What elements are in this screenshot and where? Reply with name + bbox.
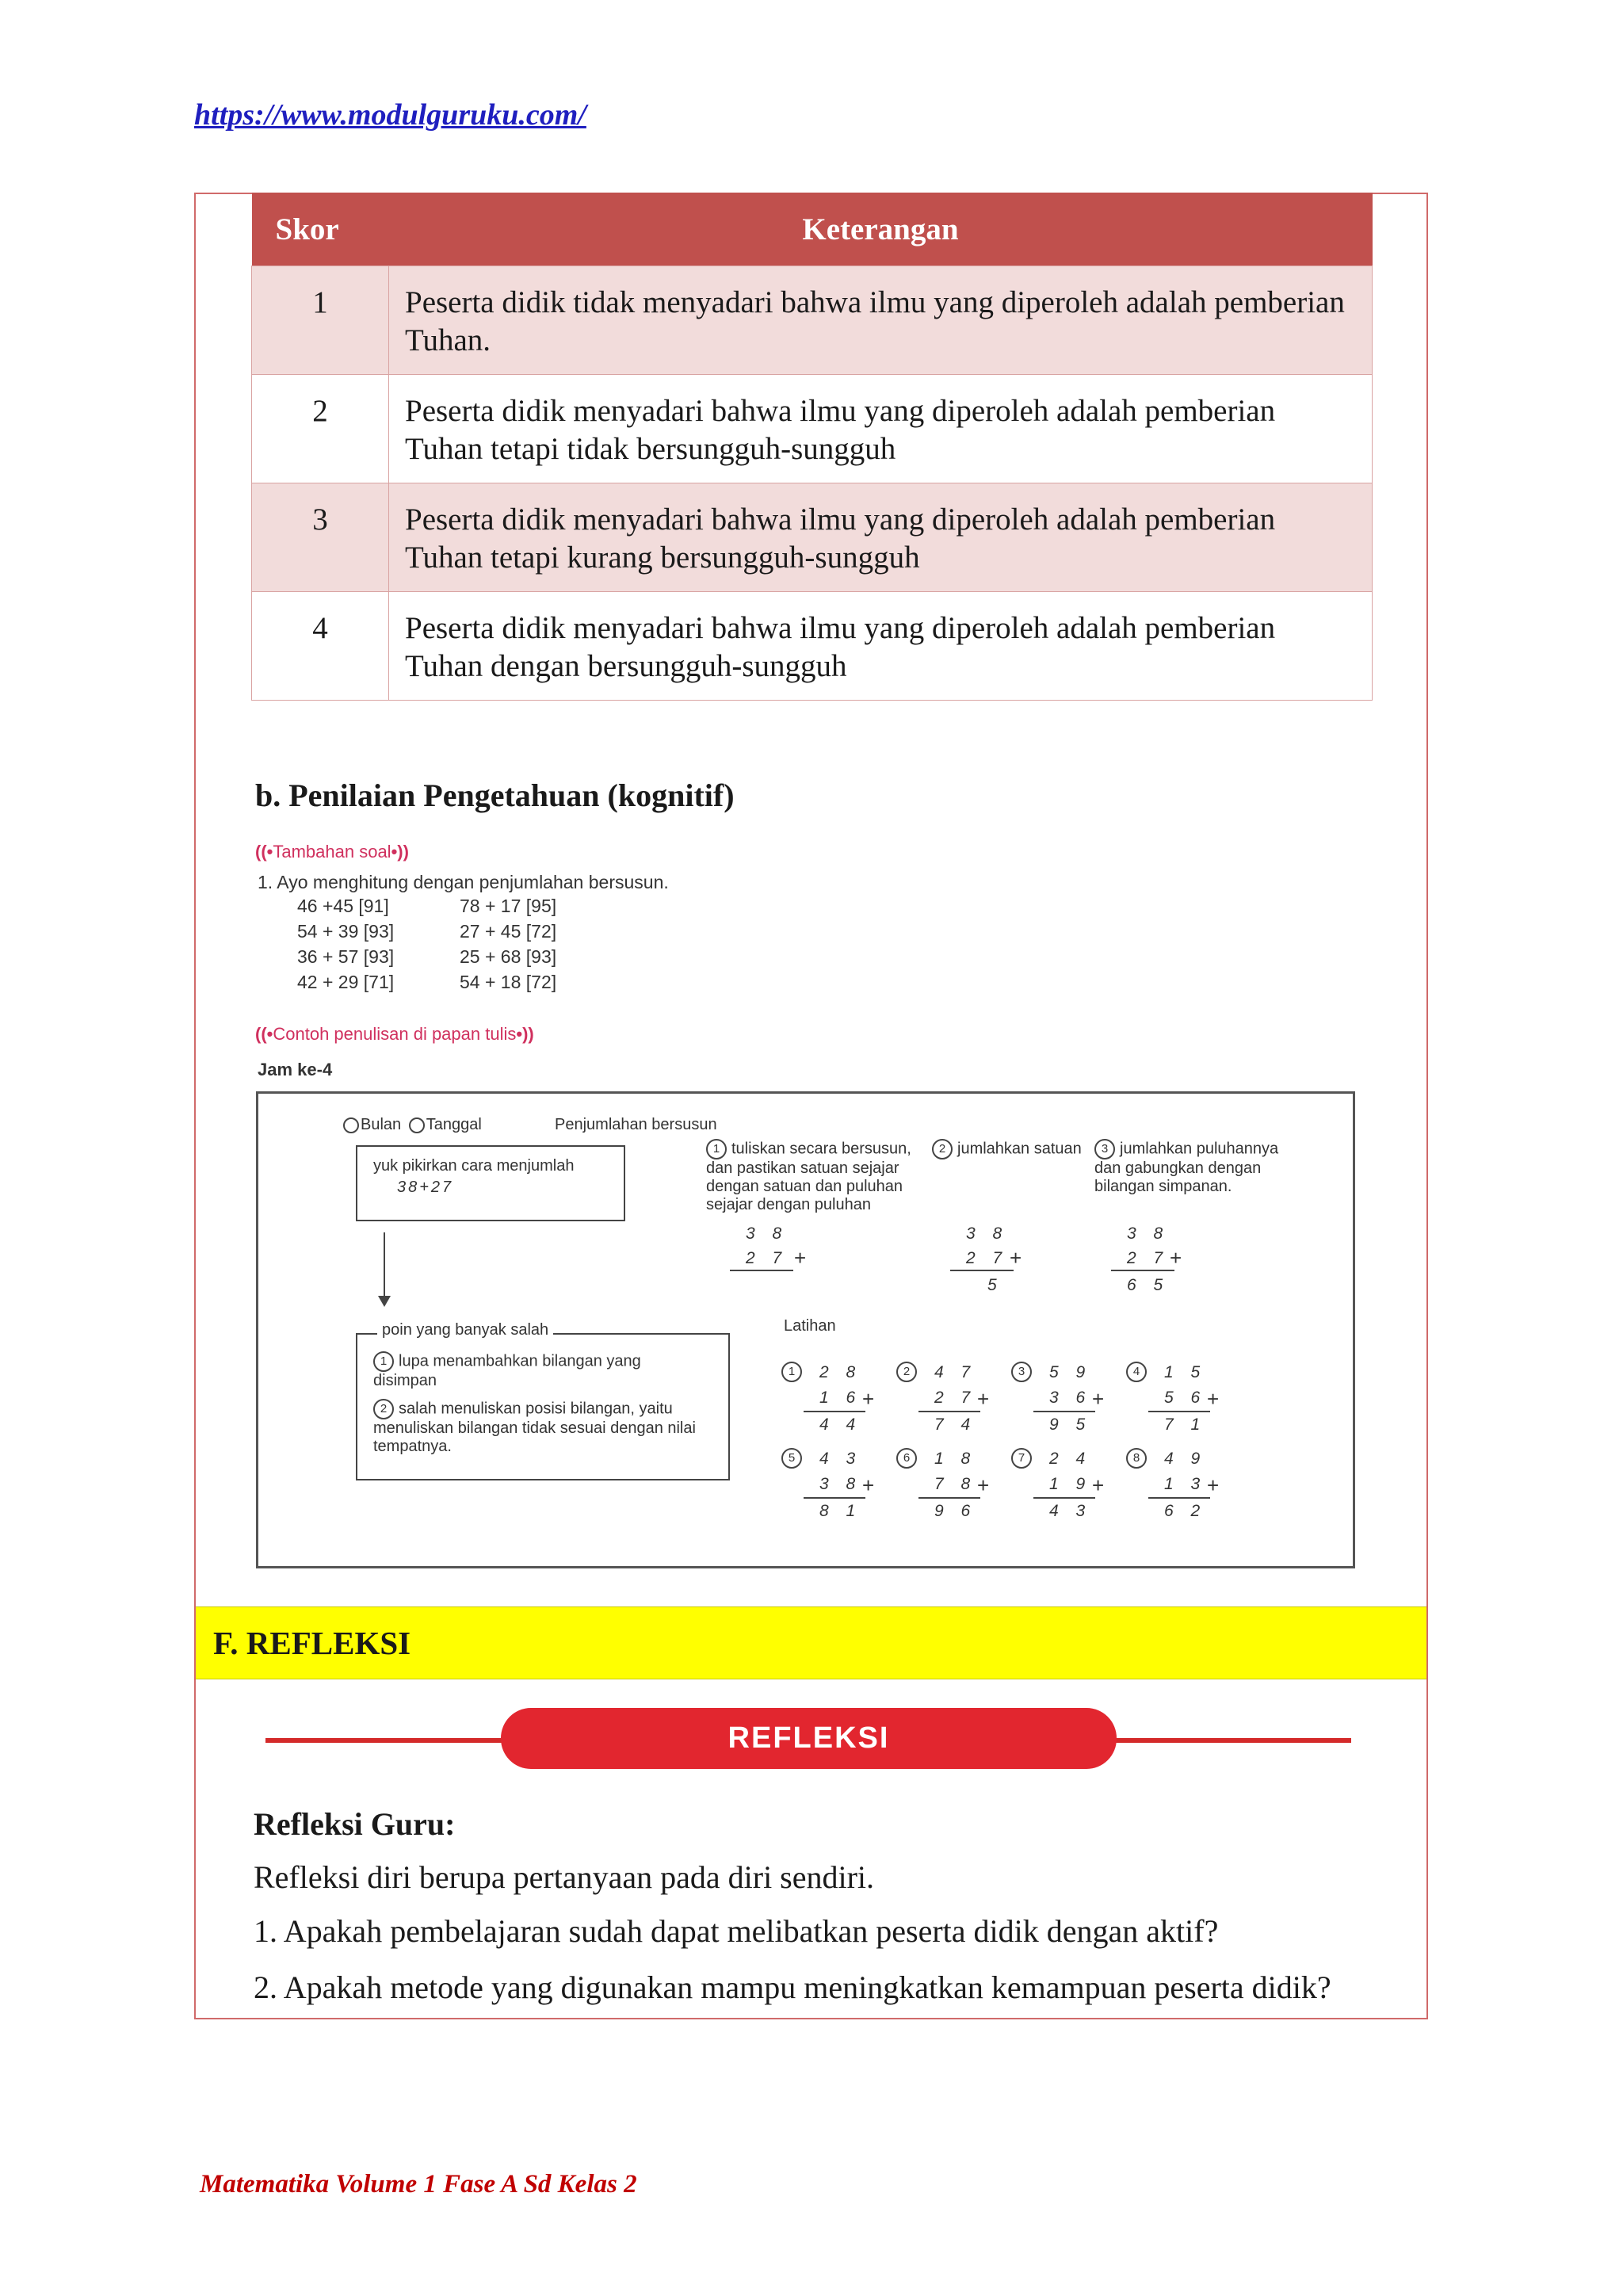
number-3-icon: 3 xyxy=(1094,1139,1115,1159)
bulan-label: Bulan xyxy=(361,1116,402,1133)
arrow-line xyxy=(384,1232,385,1296)
exercise-number: 4 xyxy=(1126,1362,1147,1382)
number-2-icon: 2 xyxy=(932,1139,953,1159)
exercise-addend: 5 6 xyxy=(1164,1389,1207,1407)
exercise-addend: 5 9 xyxy=(1049,1363,1092,1381)
exercise-addend: 4 9 xyxy=(1164,1450,1207,1468)
step1-addend: 3 8 xyxy=(746,1224,789,1243)
exercise-addend: 7 8 xyxy=(934,1475,977,1493)
description-cell: Peserta didik menyadari bahwa ilmu yang diperoleh adalah pemberian Tuhan dengan bersungguh-sungguh xyxy=(389,592,1373,701)
refleksi-question-list xyxy=(254,1912,1331,2025)
drill-item: 27 + 45 [72] xyxy=(460,921,557,942)
exercise-addend: 3 8 xyxy=(819,1475,862,1493)
rubric-table xyxy=(251,193,1373,701)
exercise-number-icon xyxy=(1011,1362,1037,1382)
section-b-title: b. Penilaian Pengetahuan (kognitif) xyxy=(255,777,735,813)
plus-sign: + xyxy=(1207,1387,1220,1411)
drill-item: 36 + 57 [93] xyxy=(297,946,395,967)
whiteboard-example xyxy=(256,1091,1355,1568)
exercise-number-icon xyxy=(1126,1362,1151,1382)
exercise-number-icon xyxy=(781,1448,807,1469)
tambahan-soal-label: ((•Tambahan soal•)) xyxy=(255,842,409,861)
sum-line xyxy=(804,1411,865,1412)
sum-line xyxy=(1148,1497,1210,1499)
step1-addend: 2 7 xyxy=(746,1249,789,1267)
exercise-number: 5 xyxy=(781,1448,802,1469)
step3-addend: 2 7 xyxy=(1127,1249,1170,1267)
column-header-keterangan: Keterangan xyxy=(389,193,1373,266)
bulan-tanggal-row xyxy=(343,1116,482,1134)
exercise-addend: 1 3 xyxy=(1164,1475,1207,1493)
exercise-number-icon xyxy=(1126,1448,1151,1469)
number-1-icon: 1 xyxy=(373,1351,394,1372)
list-item: 1. Apakah pembelajaran sudah dapat melibatkan peserta didik dengan aktif? xyxy=(254,1913,1219,1949)
step2-result: 5 xyxy=(987,1276,1003,1294)
sum-line xyxy=(918,1411,980,1412)
exercise-number: 8 xyxy=(1126,1448,1147,1469)
rubric-header-row xyxy=(252,193,1373,266)
score-cell: 3 xyxy=(252,483,389,592)
drill-item: 46 +45 [91] xyxy=(297,896,389,916)
refleksi-section-title: F. REFLEKSI xyxy=(213,1625,411,1661)
question-text: 1. Ayo menghitung dengan penjumlahan bersusun. xyxy=(258,872,669,892)
sum-line xyxy=(1033,1411,1095,1412)
plus-sign: + xyxy=(977,1387,990,1411)
drill-list xyxy=(297,896,618,993)
exercise-number-icon xyxy=(896,1362,922,1382)
exercise-number-icon xyxy=(781,1362,807,1382)
sound-wave-icon: ((• xyxy=(255,842,273,861)
exercise-result: 8 1 xyxy=(819,1502,862,1520)
jam-label: Jam ke-4 xyxy=(258,1060,333,1079)
description-cell: Peserta didik menyadari bahwa ilmu yang diperoleh adalah pemberian Tuhan tetapi kurang bersungguh-sungguh xyxy=(389,483,1373,592)
exercise-addend: 1 6 xyxy=(819,1389,862,1407)
bulan-circle-icon xyxy=(343,1117,359,1133)
plus-sign: + xyxy=(794,1246,807,1270)
exercise-addend: 2 8 xyxy=(819,1363,862,1381)
step3-addend: 3 8 xyxy=(1127,1224,1170,1243)
arrow-down-icon xyxy=(378,1296,391,1307)
drill-item: 25 + 68 [93] xyxy=(460,946,557,967)
board-heading: Penjumlahan bersusun xyxy=(555,1116,717,1133)
tanggal-label: Tanggal xyxy=(426,1116,482,1133)
score-cell: 1 xyxy=(252,266,389,375)
sum-line xyxy=(730,1270,793,1271)
exercise-number-icon xyxy=(896,1448,922,1469)
table-row xyxy=(252,483,1373,592)
drill-item: 54 + 18 [72] xyxy=(460,972,557,992)
exercise-addend: 1 5 xyxy=(1164,1363,1207,1381)
tanggal-circle-icon xyxy=(409,1117,425,1133)
exercise-addend: 1 8 xyxy=(934,1450,977,1468)
score-cell: 2 xyxy=(252,375,389,483)
sum-line xyxy=(804,1497,865,1499)
sum-line xyxy=(1111,1270,1174,1271)
drill-item: 54 + 39 [93] xyxy=(297,921,395,942)
plus-sign: + xyxy=(1010,1246,1022,1270)
refleksi-guru-title: Refleksi Guru: xyxy=(254,1806,456,1842)
yuk-text: yuk pikirkan cara menjumlah xyxy=(373,1157,575,1175)
drill-item: 42 + 29 [71] xyxy=(297,972,395,992)
exercise-result: 9 6 xyxy=(934,1502,977,1520)
plus-sign: + xyxy=(977,1473,990,1497)
number-2-icon: 2 xyxy=(373,1399,394,1419)
sound-wave-icon: •)) xyxy=(391,842,409,861)
refleksi-section-header xyxy=(196,1606,1426,1679)
score-cell: 4 xyxy=(252,592,389,701)
step2-addend: 2 7 xyxy=(966,1249,1009,1267)
refleksi-intro: Refleksi diri berupa pertanyaan pada diri sendiri. xyxy=(254,1859,875,1895)
exercise-number: 7 xyxy=(1011,1448,1032,1469)
step-3-text: 3 jumlahkan puluhannya dan gabungkan dengan bilangan simpanan. xyxy=(1094,1140,1279,1195)
exercise-number: 2 xyxy=(896,1362,917,1382)
latihan-label: Latihan xyxy=(784,1317,836,1335)
exercise-addend: 3 6 xyxy=(1049,1389,1092,1407)
table-row xyxy=(252,266,1373,375)
exercise-number: 1 xyxy=(781,1362,802,1382)
number-1-icon: 1 xyxy=(706,1139,727,1159)
plus-sign: + xyxy=(862,1473,875,1497)
plus-sign: + xyxy=(1092,1473,1105,1497)
exercise-addend: 2 7 xyxy=(934,1389,977,1407)
sum-line xyxy=(1148,1411,1210,1412)
contoh-label: ((•Contoh penulisan di papan tulis•)) xyxy=(255,1024,534,1044)
step3-result: 6 5 xyxy=(1127,1276,1170,1294)
plus-sign: + xyxy=(862,1387,875,1411)
column-header-skor: Skor xyxy=(252,193,389,266)
exercise-addend: 4 3 xyxy=(819,1450,862,1468)
exercise-number: 6 xyxy=(896,1448,917,1469)
exercise-addend: 4 7 xyxy=(934,1363,977,1381)
exercise-addend: 1 9 xyxy=(1049,1475,1092,1493)
list-item: 2. Apakah metode yang digunakan mampu meningkatkan kemampuan peserta didik? xyxy=(254,1969,1331,2005)
exercise-addend: 2 4 xyxy=(1049,1450,1092,1468)
footer-text: Matematika Volume 1 Fase A Sd Kelas 2 xyxy=(200,2170,637,2199)
yuk-expression: 38+27 xyxy=(397,1179,454,1196)
sound-wave-icon: ((• xyxy=(255,1024,273,1044)
sum-line xyxy=(1033,1497,1095,1499)
poin-1-text: 1 lupa menambahkan bilangan yang disimpan xyxy=(373,1352,641,1389)
description-cell: Peserta didik tidak menyadari bahwa ilmu yang diperoleh adalah pemberian Tuhan. xyxy=(389,266,1373,375)
step-2-text: 2 jumlahkan satuan xyxy=(932,1139,1090,1159)
step-1-text: 1 tuliskan secara bersusun, dan pastikan satuan sejajar dengan satuan dan puluhan sejajar dengan puluhan xyxy=(706,1140,911,1213)
exercise-result: 4 4 xyxy=(819,1415,862,1434)
exercise-result: 6 2 xyxy=(1164,1502,1207,1520)
drill-item: 78 + 17 [95] xyxy=(460,896,557,916)
sound-wave-icon: •)) xyxy=(516,1024,534,1044)
poin-title: poin yang banyak salah xyxy=(377,1321,553,1339)
exercise-result: 7 4 xyxy=(934,1415,977,1434)
description-cell: Peserta didik menyadari bahwa ilmu yang diperoleh adalah pemberian Tuhan tetapi tidak bersungguh-sungguh xyxy=(389,375,1373,483)
table-row xyxy=(252,592,1373,701)
plus-sign: + xyxy=(1092,1387,1105,1411)
table-row xyxy=(252,375,1373,483)
exercise-number: 3 xyxy=(1011,1362,1032,1382)
header-url-link[interactable]: https://www.modulguruku.com/ xyxy=(194,98,586,132)
plus-sign: + xyxy=(1170,1246,1182,1270)
exercise-number-icon xyxy=(1011,1448,1037,1469)
exercise-result: 9 5 xyxy=(1049,1415,1092,1434)
plus-sign: + xyxy=(1207,1473,1220,1497)
sum-line xyxy=(950,1270,1014,1271)
refleksi-banner: REFLEKSI xyxy=(501,1708,1117,1769)
exercise-result: 4 3 xyxy=(1049,1502,1092,1520)
poin-2-text: 2 salah menuliskan posisi bilangan, yaitu menuliskan bilangan tidak sesuai dengan nilai tempatnya. xyxy=(373,1400,696,1455)
step2-addend: 3 8 xyxy=(966,1224,1009,1243)
exercise-result: 7 1 xyxy=(1164,1415,1207,1434)
sum-line xyxy=(918,1497,980,1499)
